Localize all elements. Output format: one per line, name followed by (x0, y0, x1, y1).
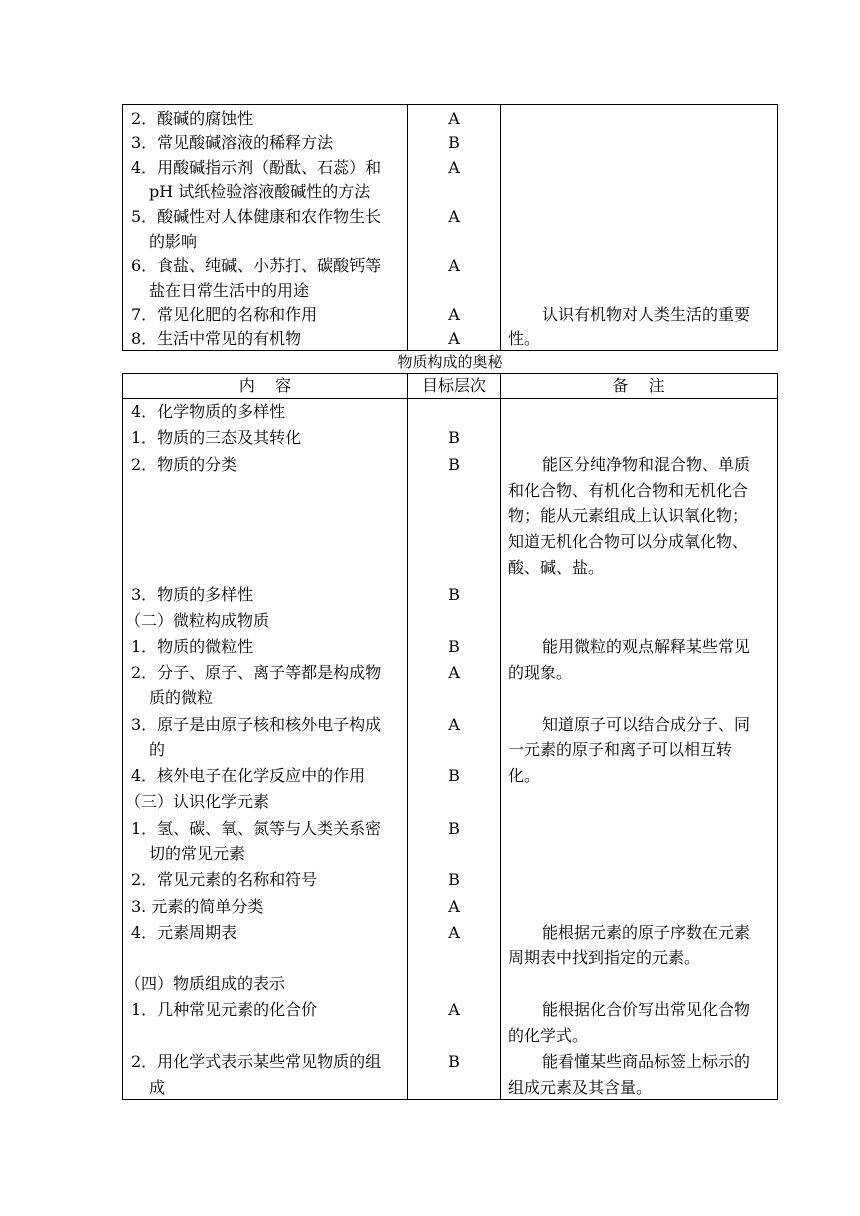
level-column (407, 374, 501, 1099)
level-value: B (448, 455, 460, 474)
note-line: 能区分纯净物和混合物、单质 (542, 455, 751, 474)
level-value: B (448, 819, 460, 838)
level-value: A (448, 109, 460, 128)
content-line: 1．物质的微粒性 (131, 637, 254, 656)
note-line: 一元素的原子和离子可以相互转 (508, 740, 733, 759)
note-line: 化。 (508, 766, 541, 785)
content-line: （三）认识化学元素 (125, 792, 270, 811)
note-line: 认识有机物对人类生活的重要 (542, 305, 751, 324)
level-value: A (448, 305, 460, 324)
content-line: 2．分子、原子、离子等都是构成物 (131, 663, 382, 682)
content-line: 3. 元素的简单分类 (131, 897, 264, 916)
header-content: 内 容 (238, 376, 292, 395)
content-line: 质的微粒 (149, 688, 214, 707)
table-matter-composition (122, 373, 778, 1100)
content-line: 4．化学物质的多样性 (131, 402, 286, 421)
note-line: 物；能从元素组成上认识氧化物； (508, 506, 749, 525)
content-line: 1．几种常见元素的化合价 (131, 1000, 318, 1019)
note-line: 能看懂某些商品标签上标示的 (542, 1052, 751, 1071)
content-line: 3．物质的多样性 (131, 585, 254, 604)
header-notes: 备 注 (612, 376, 665, 395)
level-value: A (448, 923, 460, 942)
note-line: 和化合物、有机化合物和无机化合 (508, 481, 749, 500)
content-line: 8．生活中常见的有机物 (131, 329, 302, 348)
note-line: 酸、碱、盐。 (508, 558, 605, 577)
level-value: B (448, 428, 460, 447)
content-line: 4．元素周期表 (131, 923, 238, 942)
level-value: B (448, 637, 460, 656)
level-value: A (448, 158, 460, 177)
section-caption: 物质构成的奥秘 (397, 353, 503, 371)
level-value: B (448, 1052, 460, 1071)
content-line: 2．用化学式表示某些常见物质的组 (131, 1052, 382, 1071)
content-line: 6．食盐、纯碱、小苏打、碳酸钙等 (131, 256, 382, 275)
note-line: 能根据元素的原子序数在元素 (542, 923, 751, 942)
notes-column (500, 105, 777, 350)
content-line: 成 (149, 1078, 166, 1097)
content-line: 5．酸碱性对人体健康和农作物生长 (131, 207, 382, 226)
level-value: B (448, 585, 460, 604)
note-line: 性。 (508, 329, 541, 348)
content-line: 2．常见元素的名称和符号 (131, 870, 318, 889)
level-value: A (448, 715, 460, 734)
content-line: 2．酸碱的腐蚀性 (131, 109, 254, 128)
content-line: 4．用酸碱指示剂（酚酞、石蕊）和 (131, 158, 382, 177)
level-column (407, 105, 501, 350)
content-line: （四）物质组成的表示 (125, 974, 286, 993)
notes-column (500, 374, 777, 1099)
note-line: 能根据化合价写出常见化合物 (542, 1000, 751, 1019)
table-acid-base (122, 104, 778, 351)
content-line: 切的常见元素 (149, 844, 246, 863)
note-line: 的化学式。 (508, 1026, 589, 1045)
note-line: 周期表中找到指定的元素。 (508, 948, 701, 967)
level-value: A (448, 663, 460, 682)
level-value: A (448, 1000, 460, 1019)
level-value: A (448, 329, 460, 348)
level-value: A (448, 256, 460, 275)
content-column (123, 105, 407, 350)
content-line: pH 试纸检验溶液酸碱性的方法 (149, 182, 371, 201)
content-line: 1．物质的三态及其转化 (131, 428, 302, 447)
content-line: 1．氢、碳、氧、氮等与人类关系密 (131, 819, 382, 838)
content-line: 3．原子是由原子核和核外电子构成 (131, 715, 382, 734)
level-value: B (448, 870, 460, 889)
content-line: （二）微粒构成物质 (125, 611, 270, 630)
content-line: 2．物质的分类 (131, 455, 238, 474)
level-value: B (448, 766, 460, 785)
header-level: 目标层次 (421, 376, 486, 395)
note-line: 组成元素及其含量。 (508, 1078, 653, 1097)
level-value: A (448, 207, 460, 226)
content-line: 的影响 (149, 232, 198, 251)
content-column (123, 374, 407, 1099)
level-value: A (448, 897, 460, 916)
note-line: 知道无机化合物可以分成氧化物、 (508, 532, 749, 551)
content-line: 3．常见酸碱溶液的稀释方法 (131, 133, 334, 152)
level-value: B (448, 133, 460, 152)
content-line: 盐在日常生活中的用途 (149, 281, 310, 300)
content-line: 4．核外电子在化学反应中的作用 (131, 766, 366, 785)
content-line: 的 (149, 740, 166, 759)
note-line: 能用微粒的观点解释某些常见 (542, 637, 751, 656)
note-line: 知道原子可以结合成分子、同 (542, 715, 751, 734)
content-line: 7．常见化肥的名称和作用 (131, 305, 318, 324)
note-line: 的现象。 (508, 663, 573, 682)
